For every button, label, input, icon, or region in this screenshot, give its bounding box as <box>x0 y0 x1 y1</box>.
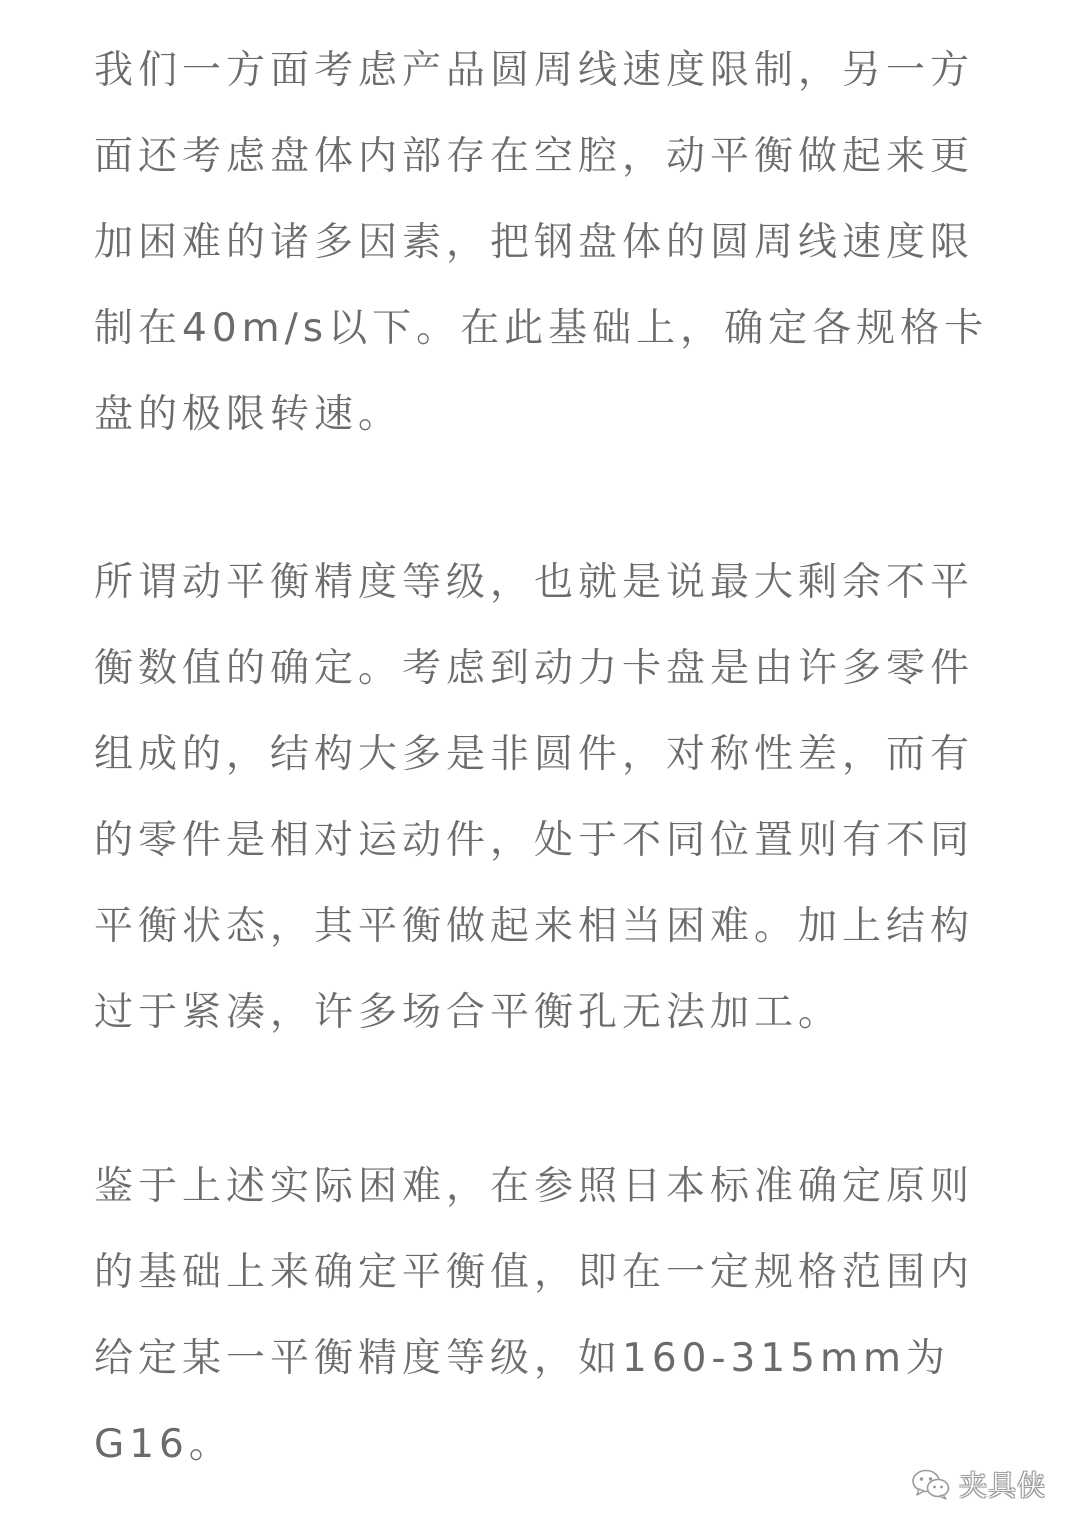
text-line: 平衡状态，其平衡做起来相当困难。加上结构 <box>94 904 975 949</box>
text-line: 加困难的诸多因素，把钢盘体的圆周线速度限 <box>94 220 975 265</box>
watermark <box>911 1464 1046 1504</box>
text-line: 面还考虑盘体内部存在空腔，动平衡做起来更 <box>94 134 975 179</box>
text-line: 过于紧凑，许多场合平衡孔无法加工。 <box>94 990 843 1035</box>
paragraph-speed-limit <box>94 28 989 458</box>
text-line: 制在40m/s以下。在此基础上，确定各规格卡 <box>94 306 989 351</box>
text-line: 组成的，结构大多是非圆件，对称性差，而有 <box>94 732 975 777</box>
text-line: 衡数值的确定。考虑到动力卡盘是由许多零件 <box>94 646 975 691</box>
text-line: 的基础上来确定平衡值，即在一定规格范围内 <box>94 1250 975 1295</box>
text-line: 鉴于上述实际困难，在参照日本标准确定原则 <box>94 1164 975 1209</box>
text-line: 的零件是相对运动件，处于不同位置则有不同 <box>94 818 975 863</box>
paragraph-balance-value <box>94 1144 986 1488</box>
text-line: G16。 <box>94 1422 233 1467</box>
watermark-text: 夹具侠 <box>958 1469 1046 1502</box>
text-line: 所谓动平衡精度等级，也就是说最大剩余不平 <box>94 560 975 605</box>
text-line: 盘的极限转速。 <box>94 392 403 437</box>
wechat-icon <box>911 1468 951 1500</box>
paragraph-balance-grade <box>94 540 986 1056</box>
text-line: 我们一方面考虑产品圆周线速度限制，另一方 <box>94 48 975 93</box>
text-line: 给定某一平衡精度等级，如160-315mm为 <box>94 1336 950 1381</box>
